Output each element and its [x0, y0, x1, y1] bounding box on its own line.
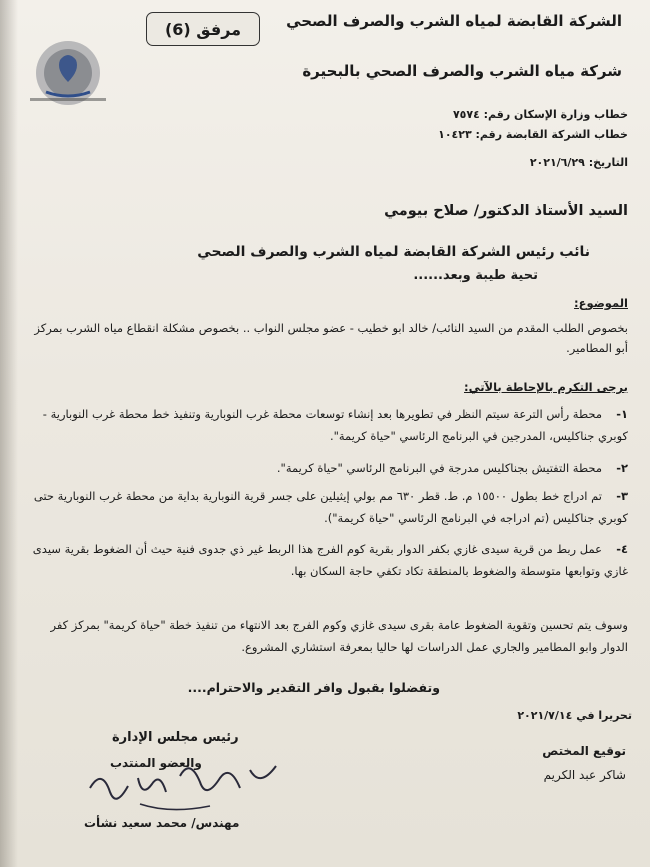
chairman-title: رئيس مجلس الإدارة [112, 730, 239, 745]
greeting: تحية طيبة وبعد...... [413, 268, 538, 283]
header-beheira-company: شركة مياه الشرب والصرف الصحي بالبحيرة [302, 62, 622, 80]
ministry-letter-number: خطاب وزارة الإسكان رقم: ٧٥٧٤ [452, 108, 628, 121]
item-text: محطة رأس الترعة سيتم النظر في تطويرها بعد إنشاء توسعات محطة غرب النوبارية وتنفيذ خط محطة غرب النوبارية - كوبري جناكليس، المدرجين في البرنامج الرئاسي "حياة كريمة". [42, 407, 628, 443]
written-on-date: تحريرا في ٢٠٢١/٧/١٤ [517, 709, 632, 722]
item-number: ٤- [616, 542, 628, 556]
page-edge-shadow [0, 0, 18, 867]
attachment-box: مرفق (6) [146, 12, 260, 46]
chairman-subtitle: والعضو المنتدب [110, 756, 202, 770]
holding-letter-number: خطاب الشركة القابضة رقم: ١٠٤٢٣ [438, 128, 628, 141]
list-item [23, 538, 628, 582]
closing-paragraph: وسوف يتم تحسين وتقوية الضغوط عامة بقرى سيدى غازي وكوم الفرج بعد الانتهاء من تنفيذ خطة "حياة كريمة" بمركز كفر الدوار وابو المطامير والجاري عمل الدراسات لها حاليا بمعرفة استشاري المشروع. [50, 618, 628, 654]
list-item [23, 485, 628, 529]
company-logo-icon [10, 40, 118, 110]
item-text: عمل ربط من قرية سيدى غازي بكفر الدوار بقرية كوم الفرج هذا الربط غير ذي جدوى فنية حيث أن الضغوط بقرية سيدى غازي وتوابعها متوسطة والضغوط بالمنطقة تكاد تكفي حاجة السكان بها. [32, 542, 628, 578]
header-holding-company: الشركة القابضة لمياه الشرب والصرف الصحي [286, 12, 622, 30]
list-item [23, 457, 628, 479]
addressee: السيد الأستاذ الدكتور/ صلاح بيومي [384, 203, 628, 219]
chairman-name: مهندس/ محمد سعيد نشأت [84, 816, 240, 830]
item-number: ١- [616, 407, 628, 421]
subject-label: الموضوع: [574, 296, 628, 310]
subject-text: بخصوص الطلب المقدم من السيد النائب/ خالد ابو خطيب - عضو مجلس النواب .. بخصوص مشكلة انقطاع مياه الشرب بمركز أبو المطامير. [34, 321, 628, 355]
item-text: تم ادراج خط بطول ١٥٥٠٠ م. ط. قطر ٦٣٠ مم بولي إيثيلين على جسر قرية النوبارية بداية من محطة غرب النوبارية حتى كوبري جناكليس (تم ادراجه في البرنامج الرئاسي "حياة كريمة"). [33, 489, 628, 525]
specialist-signature-title: توقيع المختص [542, 744, 626, 758]
letter-date: التاريخ: ٢٠٢١/٦/٢٩ [529, 156, 628, 169]
regards-line: وتفضلوا بقبول وافر التقدير والاحترام.... [187, 680, 440, 695]
addressee-title: نائب رئيس الشركة القابضة لمياه الشرب والصرف الصحي [197, 244, 590, 260]
specialist-name: شاكر عبد الكريم [543, 768, 626, 782]
intro-line: برجى التكرم بالإحاطة بالآتي: [464, 380, 628, 394]
item-number: ٢- [616, 461, 628, 475]
list-item [23, 403, 628, 447]
item-number: ٣- [616, 489, 628, 503]
item-text: محطة التفتيش بجناكليس مدرجة في البرنامج الرئاسي "حياة كريمة". [276, 461, 602, 475]
handwritten-signature-icon [80, 748, 300, 820]
